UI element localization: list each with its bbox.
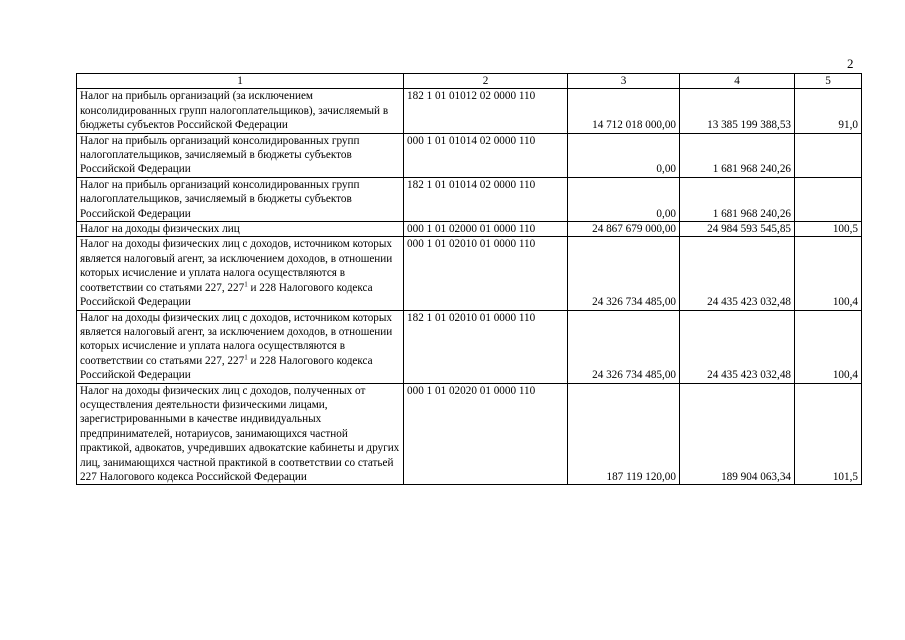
table-header-row: [77, 74, 862, 89]
table-row: [77, 133, 862, 177]
revenue-table: [76, 73, 862, 485]
budget-code-cell: 182 1 01 01012 02 0000 110: [404, 89, 568, 133]
page-number: 2: [847, 56, 854, 71]
plan-amount-cell: 24 867 679 000,00: [568, 222, 680, 237]
percent-cell: 100,5: [795, 222, 862, 237]
tax-name-text: Налог на доходы физических лиц с доходов, источником которых является налоговый агент, за исключением доходов, в отношении которых исчисление и уплата налога осуществляются в соответствии со статьями 227, 227: [80, 238, 393, 294]
tax-name-text: и 228 Налогового кодекса Российской Федерации: [80, 354, 373, 382]
tax-name-text: и 228 Налогового кодекса Российской Федерации: [80, 281, 373, 309]
actual-amount-cell: 189 904 063,34: [680, 383, 795, 485]
actual-amount-cell: 24 435 423 032,48: [680, 237, 795, 310]
actual-amount-cell: 24 435 423 032,48: [680, 310, 795, 383]
budget-code-cell: 182 1 01 02010 01 0000 110: [404, 310, 568, 383]
table-row: [77, 89, 862, 133]
percent-cell: 100,4: [795, 310, 862, 383]
percent-cell: 101,5: [795, 383, 862, 485]
actual-amount-cell: 1 681 968 240,26: [680, 177, 795, 221]
percent-cell: [795, 133, 862, 177]
plan-amount-cell: 0,00: [568, 133, 680, 177]
tax-name-cell: Налог на прибыль организаций консолидированных групп налогоплательщиков, зачисляемый в бюджеты субъектов Российской Федерации: [77, 133, 404, 177]
table-row: [77, 310, 862, 383]
percent-cell: 91,0: [795, 89, 862, 133]
tax-name-cell: Налог на доходы физических лиц: [77, 222, 404, 237]
table-row: [77, 237, 862, 310]
table-row: [77, 222, 862, 237]
plan-amount-cell: 24 326 734 485,00: [568, 237, 680, 310]
column-header: 2: [404, 74, 568, 89]
plan-amount-cell: 0,00: [568, 177, 680, 221]
plan-amount-cell: 187 119 120,00: [568, 383, 680, 485]
article-superscript: 1: [244, 352, 248, 361]
table-row: [77, 177, 862, 221]
budget-code-cell: 000 1 01 02000 01 0000 110: [404, 222, 568, 237]
actual-amount-cell: 1 681 968 240,26: [680, 133, 795, 177]
article-superscript: 1: [244, 279, 248, 288]
column-header: 3: [568, 74, 680, 89]
tax-name-cell: Налог на прибыль организаций консолидированных групп налогоплательщиков, зачисляемый в бюджеты субъектов Российской Федерации: [77, 177, 404, 221]
budget-code-cell: 000 1 01 02020 01 0000 110: [404, 383, 568, 485]
budget-code-cell: 000 1 01 01014 02 0000 110: [404, 133, 568, 177]
plan-amount-cell: 14 712 018 000,00: [568, 89, 680, 133]
plan-amount-cell: 24 326 734 485,00: [568, 310, 680, 383]
budget-code-cell: 000 1 01 02010 01 0000 110: [404, 237, 568, 310]
tax-name-cell: Налог на прибыль организаций (за исключением консолидированных групп налогоплательщиков), зачисляемый в бюджеты субъектов Российской Федерации: [77, 89, 404, 133]
actual-amount-cell: 24 984 593 545,85: [680, 222, 795, 237]
table-row: [77, 383, 862, 485]
tax-name-text: Налог на доходы физических лиц с доходов, источником которых является налоговый агент, за исключением доходов, в отношении которых исчисление и уплата налога осуществляются в соответствии со статьями 227, 227: [80, 311, 393, 367]
budget-code-cell: 182 1 01 01014 02 0000 110: [404, 177, 568, 221]
column-header: 1: [77, 74, 404, 89]
tax-name-cell: [77, 310, 404, 383]
percent-cell: 100,4: [795, 237, 862, 310]
actual-amount-cell: 13 385 199 388,53: [680, 89, 795, 133]
column-header: 5: [795, 74, 862, 89]
tax-name-cell: [77, 237, 404, 310]
percent-cell: [795, 177, 862, 221]
column-header: 4: [680, 74, 795, 89]
tax-name-cell: Налог на доходы физических лиц с доходов, полученных от осуществления деятельности физическими лицами, зарегистрированными в качестве индивидуальных предпринимателей, нотариусов, занимающихся частной практикой, адвокатов, учредивших адвокатские кабинеты и других лиц, занимающихся частной практикой в соответствии со статьей 227 Налогового кодекса Российской Федерации: [77, 383, 404, 485]
